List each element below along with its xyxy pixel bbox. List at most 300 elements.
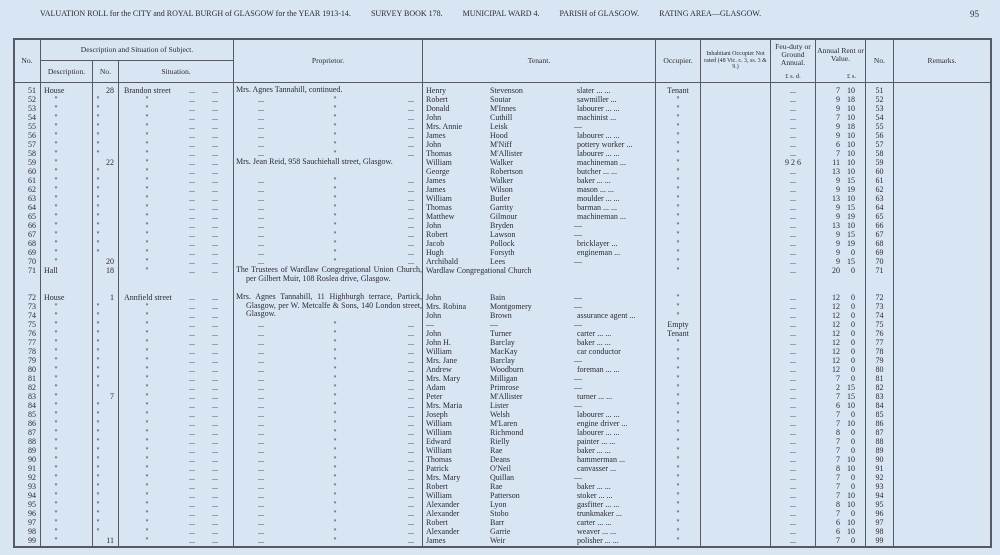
leader-dots: ... [258,131,264,140]
row-number: 71 [28,266,36,275]
feu-duty: ... [790,221,796,230]
rent-pounds: 13 [832,194,840,203]
occupier-status: " [676,464,680,473]
feu-duty: ... [790,491,796,500]
situation: " [145,266,149,275]
leader-dots: ... [408,455,414,464]
rent-pounds: 6 [836,518,840,527]
tenant-surname: Patterson [490,491,520,500]
header-sub-rule [41,60,233,61]
situation: " [145,536,149,545]
row-number-right: 62 [875,185,884,194]
situation: " [145,212,149,221]
leader-dots: ... [408,374,414,383]
house-number: " [96,446,100,455]
feu-duty: ... [790,212,796,221]
situation: " [145,329,149,338]
row-number: 83 [28,392,36,401]
tenant-first-name: Alexander [426,500,460,509]
tenant-first-name: Matthew [426,212,455,221]
leader-dots: ... [189,266,195,275]
proprietor-ditto: " [333,257,337,266]
tenant-first-name: James [426,185,446,194]
rent-pounds: 12 [832,320,840,329]
proprietor-ditto: " [333,392,337,401]
rent-pounds: 12 [832,365,840,374]
description: " [54,383,58,392]
tenant-surname: Rielly [490,437,510,446]
proprietor-ditto: " [333,491,337,500]
row-number-right: 94 [875,491,884,500]
situation: " [145,140,149,149]
leader-dots: ... [189,113,195,122]
description: " [54,518,58,527]
proprietor-ditto: " [333,500,337,509]
leader-dots: ... [212,131,218,140]
row-number-right: 78 [875,347,884,356]
tenant-surname: Lees [490,257,506,266]
house-number: " [96,221,100,230]
feu-duty: ... [790,455,796,464]
row-number: 73 [28,302,36,311]
occupation: machinist ... [577,113,617,122]
situation: " [145,176,149,185]
occupier-status: " [676,239,680,248]
leader-dots: ... [212,518,218,527]
feu-duty: ... [790,230,796,239]
occupier-status: " [676,257,680,266]
feu-duty: ... [790,509,796,518]
occupier-status: " [676,302,680,311]
proprietor-ditto: " [333,482,337,491]
row-number: 87 [28,428,36,437]
tenant-first-name: Mrs. Jane [426,356,458,365]
situation: " [145,158,149,167]
situation: " [145,482,149,491]
leader-dots: ... [189,203,195,212]
leader-dots: ... [408,356,414,365]
rent-shillings: 0 [851,347,855,356]
leader-dots: ... [408,221,414,230]
leader-dots: ... [258,185,264,194]
occupier-status: " [676,203,680,212]
leader-dots: ... [189,527,195,536]
occupation: sawmiller ... [577,95,617,104]
occupier-status: " [676,500,680,509]
leader-dots: ... [189,347,195,356]
row-number-right: 89 [875,446,884,455]
situation: " [145,248,149,257]
rent-shillings: 19 [847,212,855,221]
leader-dots: ... [212,374,218,383]
proprietor-ditto: " [333,536,337,545]
tenant-surname: O'Neil [490,464,511,473]
description: " [54,419,58,428]
situation: " [145,149,149,158]
rent-pounds: 11 [832,158,840,167]
rent-shillings: 15 [847,257,855,266]
leader-dots: ... [212,329,218,338]
occupier-status: Empty [667,320,689,329]
rent-shillings: 15 [847,230,855,239]
row-number: 90 [28,455,36,464]
situation: " [145,122,149,131]
rent-shillings: 10 [847,113,855,122]
house-number: " [96,329,100,338]
description: " [54,221,58,230]
rent-shillings: 19 [847,185,855,194]
leader-dots: ... [212,140,218,149]
occupier-status: " [676,113,680,122]
rent-shillings: 10 [847,158,855,167]
tenant-first-name: — [426,320,434,329]
row-number: 89 [28,446,36,455]
occupation: — [574,122,582,131]
occupation: — [574,356,582,365]
row-number-right: 81 [875,374,884,383]
leader-dots: ... [189,95,195,104]
feu-duty: ... [790,437,796,446]
tenant-first-name: Mrs. Mary [426,473,461,482]
row-number-right: 90 [875,455,884,464]
house-number: " [96,311,100,320]
description: " [54,428,58,437]
proprietor-ditto: " [333,455,337,464]
leader-dots: ... [258,518,264,527]
description: " [54,455,58,464]
row-number: 65 [28,212,36,221]
leader-dots: ... [189,122,195,131]
occupier-status: " [676,536,680,545]
occupation: pottery worker ... [577,140,633,149]
house-number: 20 [106,257,114,266]
tenant-surname: Cuthill [490,113,513,122]
proprietor-ditto: " [333,464,337,473]
rent-shillings: 0 [851,293,855,302]
tenant-surname: Montgomery [490,302,532,311]
occupation: — [574,473,582,482]
leader-dots: ... [189,428,195,437]
situation: " [145,302,149,311]
leader-dots: ... [212,122,218,131]
occupation: car conductor [577,347,621,356]
leader-dots: ... [189,176,195,185]
leader-dots: ... [189,167,195,176]
col-header-proprietor: Proprietor. [311,56,345,65]
row-number: 62 [28,185,36,194]
row-number-right: 80 [875,365,884,374]
situation: " [145,365,149,374]
rent-pounds: 7 [836,509,840,518]
col-header-situation: Situation. [161,66,191,76]
house-number: " [96,113,100,122]
tenant-surname: Forsyth [490,248,515,257]
leader-dots: ... [212,464,218,473]
row-number: 75 [28,320,36,329]
tenant-surname: Bryden [490,221,514,230]
proprietor-ditto: " [333,221,337,230]
proprietor-ditto: " [333,149,337,158]
tenant-first-name: Robert [426,518,448,527]
rent-shillings: 0 [851,329,855,338]
row-number: 67 [28,230,36,239]
rent-shillings: 0 [851,509,855,518]
leader-dots: ... [258,446,264,455]
house-number: " [96,212,100,221]
situation: " [145,257,149,266]
row-number-right: 55 [875,122,884,131]
tenant-first-name: Hugh [426,248,444,257]
row-number-right: 57 [875,140,884,149]
tenant-surname: Lyon [490,500,507,509]
leader-dots: ... [189,329,195,338]
rent-shillings: 0 [851,410,855,419]
row-number: 79 [28,356,36,365]
house-number: " [96,509,100,518]
proprietor-ditto: " [333,239,337,248]
leader-dots: ... [258,194,264,203]
leader-dots: ... [258,104,264,113]
row-number-right: 59 [875,158,884,167]
rent-pounds: 7 [836,410,840,419]
occupation: butcher ... ... [577,167,617,176]
leader-dots: ... [189,311,195,320]
rent-shillings: 10 [847,491,855,500]
leader-dots: ... [258,140,264,149]
leader-dots: ... [212,293,218,302]
situation: " [145,392,149,401]
leader-dots: ... [212,239,218,248]
house-number: " [96,176,100,185]
description: " [54,365,58,374]
feu-duty: ... [790,536,796,545]
leader-dots: ... [258,122,264,131]
rent-shillings: 0 [851,248,855,257]
leader-dots: ... [189,437,195,446]
rent-shillings: 10 [847,167,855,176]
occupation: — [574,230,582,239]
occupation: slater ... ... [577,86,611,95]
column-rule [990,38,992,548]
tenant-surname: Garrie [490,527,511,536]
leader-dots: ... [258,113,264,122]
leader-dots: ... [189,104,195,113]
situation: " [145,410,149,419]
row-number-right: 98 [875,527,884,536]
leader-dots: ... [212,392,218,401]
rent-shillings: 0 [851,365,855,374]
feu-duty: ... [790,446,796,455]
tenant-first-name: Robert [426,230,448,239]
house-number: " [96,302,100,311]
row-number: 82 [28,383,36,392]
leader-dots: ... [189,419,195,428]
house-number: " [96,482,100,491]
feu-duty: ... [790,482,796,491]
house-number: " [96,122,100,131]
rent-shillings: 10 [847,86,855,95]
col-header-occupier: Occupier. [663,56,693,65]
header-bottom-rule [13,82,991,83]
row-number: 88 [28,437,36,446]
row-number: 96 [28,509,36,518]
proprietor-ditto: " [333,230,337,239]
leader-dots: ... [408,347,414,356]
leader-dots: ... [258,329,264,338]
description: " [54,113,58,122]
rent-shillings: 0 [851,311,855,320]
occupation: carter ... ... [577,518,612,527]
description: " [54,176,58,185]
rent-shillings: 10 [847,401,855,410]
rent-pounds: 9 [836,230,840,239]
house-number: " [96,356,100,365]
occupier-status: " [676,383,680,392]
leader-dots: ... [212,158,218,167]
proprietor-ditto: " [333,509,337,518]
leader-dots: ... [408,464,414,473]
description: " [54,95,58,104]
leader-dots: ... [189,131,195,140]
situation: " [145,320,149,329]
leader-dots: ... [212,167,218,176]
feu-duty: ... [790,194,796,203]
rent-shillings: 10 [847,194,855,203]
leader-dots: ... [258,347,264,356]
occupier-status: " [676,392,680,401]
description: Hall [44,266,58,275]
row-number-right: 67 [875,230,884,239]
tenant-first-name: Thomas [426,203,452,212]
house-number: " [96,338,100,347]
feu-duty: ... [790,140,796,149]
leader-dots: ... [189,383,195,392]
leader-dots: ... [212,95,218,104]
feu-units: £ s. d. [785,73,801,80]
leader-dots: ... [408,248,414,257]
rent-pounds: 12 [832,311,840,320]
situation: " [145,95,149,104]
rent-pounds: 12 [832,293,840,302]
leader-dots: ... [189,446,195,455]
leader-dots: ... [212,401,218,410]
rent-shillings: 10 [847,221,855,230]
occupation: — [574,374,582,383]
leader-dots: ... [189,464,195,473]
description: " [54,347,58,356]
row-number: 55 [28,122,36,131]
description: " [54,464,58,473]
rent-shillings: 10 [847,149,855,158]
row-number: 80 [28,365,36,374]
row-number: 51 [28,86,36,95]
rent-pounds: 12 [832,356,840,365]
occupier-status: " [676,158,680,167]
occupier-status: " [676,176,680,185]
leader-dots: ... [212,383,218,392]
row-number: 77 [28,338,36,347]
tenant-surname: Bain [490,293,506,302]
row-number: 92 [28,473,36,482]
proprietor-ditto: " [333,176,337,185]
leader-dots: ... [258,482,264,491]
proprietor-ditto: " [333,338,337,347]
house-number: " [96,365,100,374]
rent-pounds: 12 [832,329,840,338]
row-number-right: 70 [875,257,884,266]
feu-duty: ... [790,302,796,311]
leader-dots: ... [408,491,414,500]
rent-pounds: 7 [836,149,840,158]
tenant-first-name: Archibald [426,257,458,266]
tenant-first-name: William [426,347,452,356]
rent-pounds: 6 [836,140,840,149]
tenant-first-name: William [426,491,452,500]
description: " [54,374,58,383]
proprietor-ditto: " [333,383,337,392]
rent-pounds: 7 [836,374,840,383]
row-number-right: 91 [875,464,884,473]
rent-pounds: 9 [836,248,840,257]
row-number-right: 69 [875,248,884,257]
situation: " [145,464,149,473]
row-number: 60 [28,167,36,176]
tenant-surname: Walker [490,176,513,185]
row-number: 66 [28,221,36,230]
description: " [54,401,58,410]
title-survey-book: SURVEY BOOK 178. [370,9,443,18]
leader-dots: ... [408,95,414,104]
situation: " [145,347,149,356]
rent-shillings: 10 [847,527,855,536]
occupier-status: " [676,131,680,140]
occupier-status: " [676,311,680,320]
situation: " [145,311,149,320]
leader-dots: ... [258,509,264,518]
house-number: " [96,95,100,104]
situation: " [145,356,149,365]
rent-pounds: 6 [836,527,840,536]
rent-shillings: 18 [847,122,855,131]
leader-dots: ... [212,527,218,536]
occupier-status: " [676,248,680,257]
leader-dots: ... [258,95,264,104]
column-rule [233,38,234,548]
proprietor-ditto: " [333,365,337,374]
occupation: machineman ... [577,212,626,221]
leader-dots: ... [408,320,414,329]
situation: " [145,491,149,500]
rent-pounds: 8 [836,464,840,473]
proprietor-ditto: " [333,347,337,356]
occupier-status: " [676,410,680,419]
leader-dots: ... [258,491,264,500]
rent-shillings: 15 [847,203,855,212]
leader-dots: ... [408,428,414,437]
situation: " [145,509,149,518]
feu-duty: ... [790,464,796,473]
title-rating-area: RATING AREA—GLASGOW. [659,9,762,18]
feu-duty: ... [790,311,796,320]
proprietor-ditto: " [333,527,337,536]
occupier-status: " [676,401,680,410]
tenant-surname: Turner [490,329,512,338]
leader-dots: ... [258,455,264,464]
leader-dots: ... [258,464,264,473]
situation: " [145,455,149,464]
col-header-description: Description. [47,66,86,76]
row-number-right: 53 [875,104,884,113]
